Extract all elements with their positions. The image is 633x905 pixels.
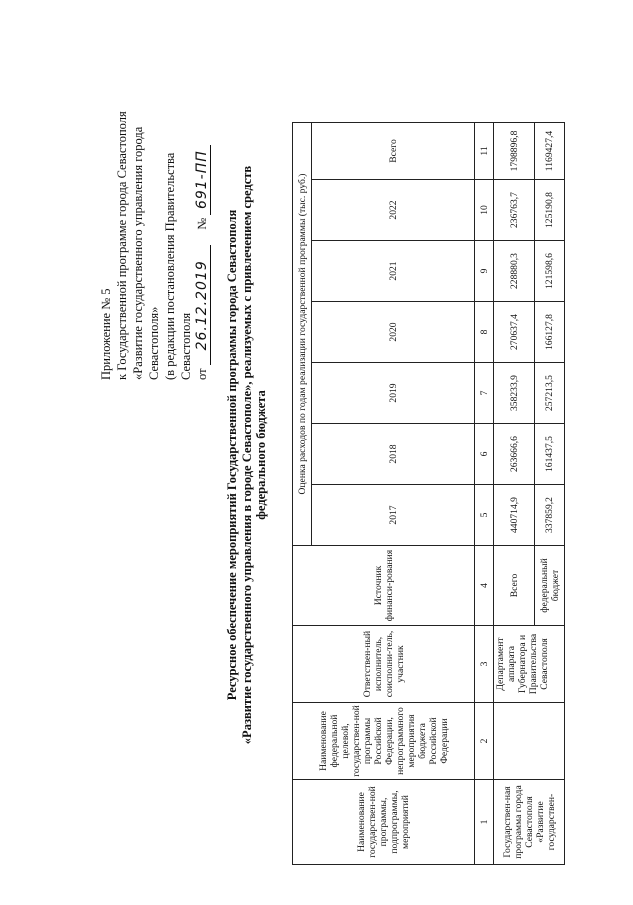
title-line: Ресурсное обеспечение мероприятий Государственной программы города Севастополя — [225, 209, 239, 701]
column-number: 7 — [475, 363, 494, 424]
value-cell: 236763,7 — [494, 180, 535, 241]
program-name-cell: Государствен-ная программа города Севастополя «Развитие государствен- — [494, 780, 565, 865]
column-number: 3 — [475, 626, 494, 703]
resource-table — [292, 122, 565, 865]
header-col3: Ответствен-ный исполнитель, соисполни-тель, участник — [293, 626, 475, 703]
column-number: 9 — [475, 241, 494, 302]
header-col2: Наименование федеральной целевой, государствен-ной программы Российской Федерации, непрограммного мероприятия бюджета Российской Федерации — [293, 703, 475, 780]
appendix-line: к Государственной программе города Севастополя — [115, 111, 129, 380]
header-year: 2017 — [312, 485, 475, 546]
value-cell: 121598,6 — [535, 241, 565, 302]
source-cell: федеральный бюджет — [535, 546, 565, 626]
total-value-cell: 1798896,8 — [494, 123, 535, 180]
column-number: 4 — [475, 546, 494, 626]
appendix-block — [98, 80, 211, 380]
column-number: 1 — [475, 780, 494, 865]
value-cell: 270637,4 — [494, 302, 535, 363]
value-cell: 228880,3 — [494, 241, 535, 302]
header-year: 2018 — [312, 424, 475, 485]
header-col1: Наименование государствен-ной программы, подпрограммы, мероприятий — [293, 780, 475, 865]
federal-program-cell — [494, 703, 565, 780]
value-cell: 125190,8 — [535, 180, 565, 241]
appendix-date-line — [194, 80, 211, 380]
value-cell: 166127,8 — [535, 302, 565, 363]
appendix-line: Севастополя — [179, 312, 193, 380]
column-number: 10 — [475, 180, 494, 241]
appendix-line: «Развитие государственного управления города — [131, 126, 145, 380]
column-number: 11 — [475, 123, 494, 180]
column-number: 8 — [475, 302, 494, 363]
title-line: федерального бюджета — [254, 390, 268, 520]
header-row-1 — [293, 123, 312, 865]
value-cell: 263666,6 — [494, 424, 535, 485]
header-year: 2022 — [312, 180, 475, 241]
source-cell: Всего — [494, 546, 535, 626]
number-prefix: № — [195, 217, 209, 230]
date-prefix: от — [195, 368, 209, 380]
value-cell: 337859,2 — [535, 485, 565, 546]
header-col4: Источник финанси-рования — [293, 546, 475, 626]
table-row-total — [494, 123, 535, 865]
header-year: 2020 — [312, 302, 475, 363]
header-total: Всего — [312, 123, 475, 180]
header-year: 2019 — [312, 363, 475, 424]
column-number: 2 — [475, 703, 494, 780]
executor-cell: Департамент аппарата Губернатора и Правительства Севастополя — [494, 626, 565, 703]
column-number: 6 — [475, 424, 494, 485]
header-year: 2021 — [312, 241, 475, 302]
document-title — [225, 65, 269, 845]
value-cell: 358233,9 — [494, 363, 535, 424]
appendix-line: Приложение № 5 — [99, 288, 113, 380]
appendix-line: Севастополя» — [147, 306, 161, 380]
appendix-line: (в редакции постановления Правительства — [163, 152, 177, 380]
decree-date: 26.12.2019 — [194, 245, 211, 365]
value-cell: 257213,5 — [535, 363, 565, 424]
header-estimate: Оценка расходов по годам реализации государственной программы (тыс. руб.) — [293, 123, 312, 546]
column-number: 5 — [475, 485, 494, 546]
title-line: «Развитие государственного управления в городе Севастополе», реализуемых с привлечением средств — [239, 165, 254, 745]
decree-number: 691-ПП — [194, 145, 211, 215]
column-number-row — [475, 123, 494, 865]
value-cell: 440714,9 — [494, 485, 535, 546]
total-value-cell: 1169427,4 — [535, 123, 565, 180]
value-cell: 161437,5 — [535, 424, 565, 485]
